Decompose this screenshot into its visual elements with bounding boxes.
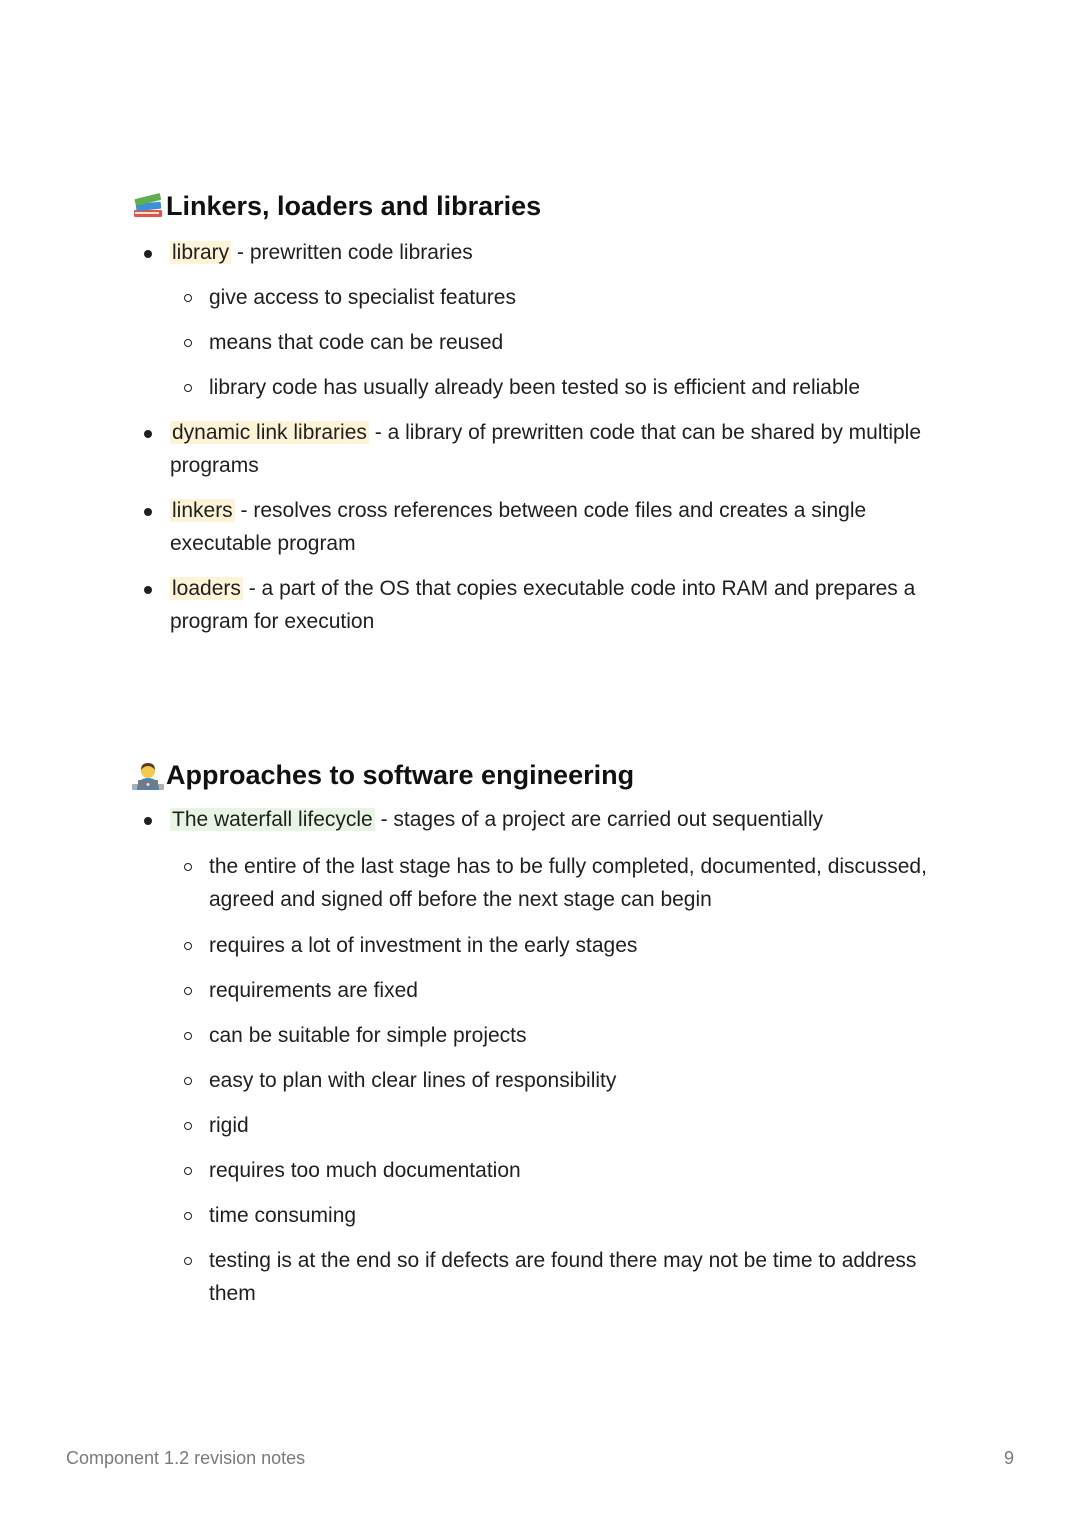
sub-item-text: time consuming: [209, 1204, 357, 1227]
bullet-circle: [184, 942, 192, 950]
term-highlight: The waterfall lifecycle: [172, 808, 373, 831]
term-description: - a part of the OS that copies executable code into RAM and prepares a program for execution: [170, 577, 916, 633]
list-item: [132, 494, 962, 560]
sub-list-item: [132, 1199, 962, 1232]
bullet-circle: [184, 384, 192, 392]
sub-list-item: [132, 974, 962, 1007]
sub-item-text: means that code can be reused: [209, 331, 504, 354]
sub-list-item: [132, 371, 962, 404]
footer-page-number: 9: [1003, 1448, 1014, 1468]
sub-item-text: requires a lot of investment in the early stages: [209, 934, 638, 957]
term-highlight: library: [172, 241, 230, 264]
bullet-circle: [184, 1122, 192, 1130]
bullet-dot: [144, 430, 152, 438]
bullet-dot: [144, 586, 152, 594]
bullet-circle: [184, 1257, 192, 1265]
sub-list-item: [132, 1064, 962, 1097]
sub-item-text: requires too much documentation: [209, 1159, 521, 1182]
sub-item-text: library code has usually already been tested so is efficient and reliable: [209, 376, 860, 399]
bullet-circle: [184, 339, 192, 347]
bullet-dot: [144, 508, 152, 516]
list-item: [132, 236, 962, 269]
sub-list-item: [132, 1109, 962, 1142]
section-title: Linkers, loaders and libraries: [166, 191, 542, 221]
section-approaches: [132, 759, 962, 1310]
section-linkers: [132, 190, 962, 638]
sub-item-text: testing is at the end so if defects are found there may not be time to address them: [209, 1249, 917, 1305]
term-highlight: loaders: [172, 577, 241, 600]
sub-list-item: [132, 850, 962, 916]
section-list: [132, 236, 962, 638]
books-icon: [132, 190, 164, 222]
bullet-dot: [144, 250, 152, 258]
bullet-circle: [184, 1077, 192, 1085]
bullet-circle: [184, 987, 192, 995]
list-item: [132, 416, 962, 482]
bullet-circle: [184, 1032, 192, 1040]
sub-item-text: give access to specialist features: [209, 286, 516, 309]
sub-list-item: [132, 326, 962, 359]
bullet-circle: [184, 863, 192, 871]
sub-list-item: [132, 929, 962, 962]
section-heading: [132, 190, 962, 222]
term-description: - a library of prewritten code that can be shared by multiple programs: [170, 421, 922, 477]
sub-list-item: [132, 1019, 962, 1052]
list-item: [132, 572, 962, 638]
footer-document-title: Component 1.2 revision notes: [66, 1448, 306, 1468]
sub-item-text: requirements are fixed: [209, 979, 418, 1002]
section-heading: [132, 759, 962, 791]
technologist-icon: [132, 759, 164, 791]
term-highlight: dynamic link libraries: [172, 421, 367, 444]
term-description: - prewritten code libraries: [231, 241, 473, 264]
section-title: Approaches to software engineering: [166, 760, 635, 790]
term-description: - resolves cross references between code files and creates a single executable program: [170, 499, 867, 555]
term-description: - stages of a project are carried out sequentially: [374, 808, 823, 831]
sub-item-text: the entire of the last stage has to be fully completed, documented, discussed, agreed and signed off before the next stage can begin: [209, 855, 927, 911]
sub-item-text: rigid: [209, 1114, 249, 1137]
bullet-circle: [184, 1212, 192, 1220]
bullet-dot: [144, 817, 152, 825]
bullet-circle: [184, 1167, 192, 1175]
sub-list-item: [132, 1244, 962, 1310]
term-highlight: linkers: [172, 499, 233, 522]
bullet-circle: [184, 294, 192, 302]
list-item: [132, 803, 962, 836]
section-list: [132, 803, 962, 1310]
sub-item-text: can be suitable for simple projects: [209, 1024, 527, 1047]
sub-list-item: [132, 1154, 962, 1187]
sub-list-item: [132, 281, 962, 314]
sub-item-text: easy to plan with clear lines of responsibility: [209, 1069, 617, 1092]
